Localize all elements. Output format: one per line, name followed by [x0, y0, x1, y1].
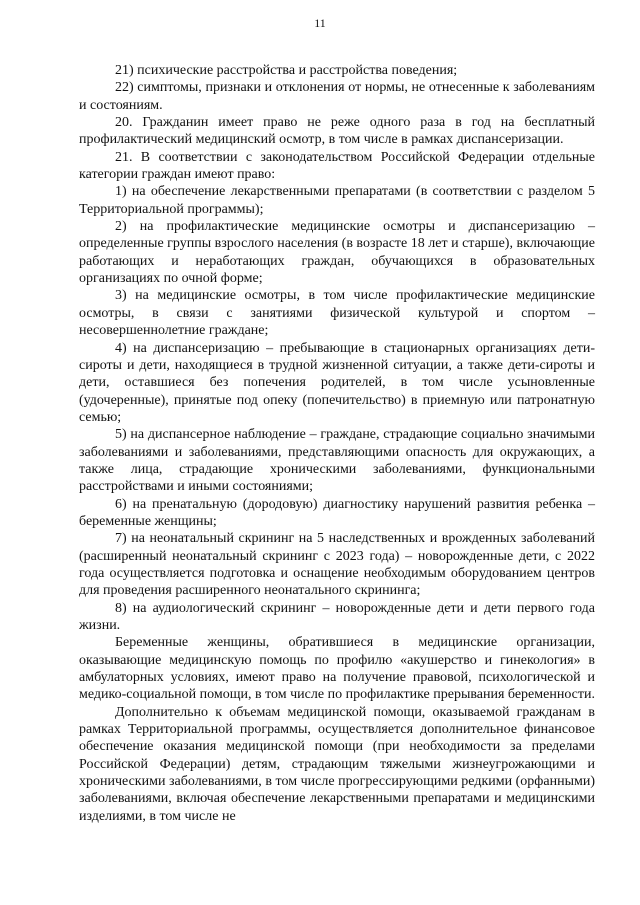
paragraph-additional-funding: Дополнительно к объемам медицинской помощи, оказываемой гражданам в рамках Территориальной программы, осуществляется дополнительное финансовое обеспечение оказания медицинской помощи (при необходимости за пределами Российской Федерации) детям, страдающим тяжелыми жизнеугрожающими и хроническими заболеваниями, в том числе прогрессирующими редкими (орфанными) заболеваниями, включая обеспечение лекарственными препаратами и медицинскими изделиями, в том числе не: [79, 704, 595, 824]
paragraph-clause-21: 21. В соответствии с законодательством Российской Федерации отдельные категории граждан имеют право:: [79, 149, 595, 183]
paragraph-item-21-mental: 21) психические расстройства и расстройства поведения;: [115, 63, 458, 78]
paragraph-right-4: 4) на диспансеризацию – пребывающие в стационарных организациях дети-сироты и дети, находящиеся в трудной жизненной ситуации, а также дети-сироты и дети, оставшиеся без попечения родителей, в том числе усыновленные (удочеренные), принятые под опеку (попечительство) в приемную или патронатную семью;: [79, 340, 595, 425]
paragraph-right-2: 2) на профилактические медицинские осмотры и диспансеризацию – определенные группы взрослого населения (в возрасте 18 лет и старше), включающие работающих и неработающих граждан, обучающихся в образовательных организациях по очной форме;: [79, 219, 595, 287]
paragraph-right-6: 6) на пренатальную (дородовую) диагностику нарушений развития ребенка – беременные женщины;: [79, 496, 595, 529]
page-number: 11: [314, 16, 326, 30]
paragraph-right-8: 8) на аудиологический скрининг – новорожденные дети и дети первого года жизни.: [79, 600, 595, 633]
paragraph-right-3: 3) на медицинские осмотры, в том числе профилактические медицинские осмотры, в связи с занятиями физической культурой и спортом – несовершеннолетние граждане;: [79, 288, 595, 339]
paragraph-clause-20: 20. Гражданин имеет право не реже одного раза в год на бесплатный профилактический медицинский осмотр, в том числе в рамках диспансеризации.: [79, 115, 595, 148]
paragraph-item-22-symptoms: 22) симптомы, признаки и отклонения от нормы, не отнесенные к заболеваниям и состояниям.: [79, 80, 595, 113]
paragraph-right-7: 7) на неонатальный скрининг на 5 наследственных и врожденных заболеваний (расширенный неонатальный скрининг с 2023 года) – новорожденные дети, с 2022 года осуществляется подготовка и оснащение необходимым оборудованием центров для проведения расширенного неонатального скрининга;: [79, 531, 595, 599]
paragraph-right-1: 1) на обеспечение лекарственными препаратами (в соответствии с разделом 5 Территориальной программы);: [79, 184, 595, 217]
document-body: [79, 62, 595, 825]
paragraph-right-5: 5) на диспансерное наблюдение – граждане, страдающие социально значимыми заболеваниями и заболеваниями, представляющими опасность для окружающих, а также лица, страдающие хроническими заболеваниями, функциональными расстройствами и иными состояниями;: [79, 427, 595, 495]
paragraph-pregnant-women: Беременные женщины, обратившиеся в медицинские организации, оказывающие медицинскую помощь по профилю «акушерство и гинекология» в амбулаторных условиях, имеют право на получение правовой, психологической и медико-социальной помощи, в том числе по профилактике прерывания беременности.: [79, 635, 596, 703]
